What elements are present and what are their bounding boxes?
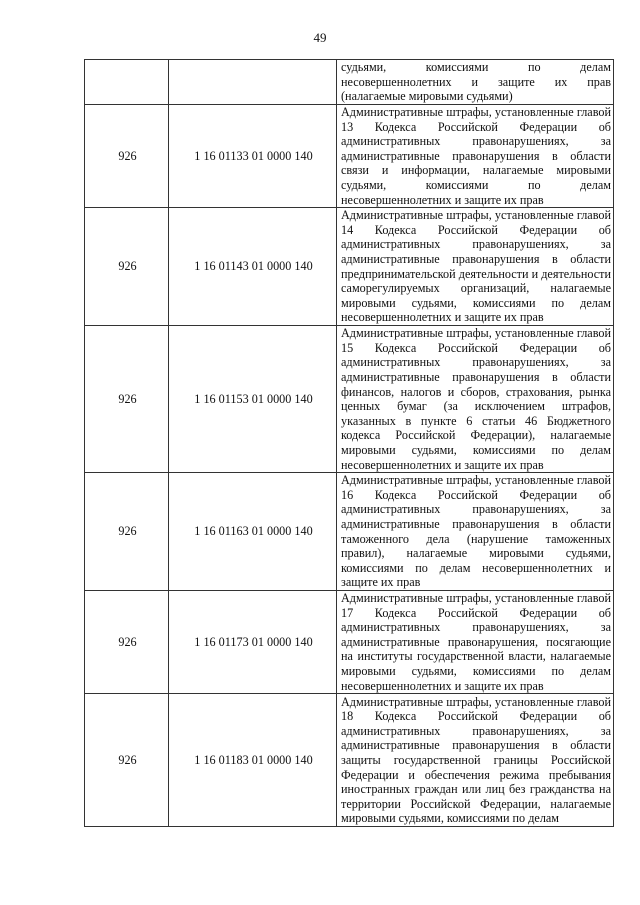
description-cell: Административные штрафы, установленные главой 15 Кодекса Российской Федерации об административных правонарушениях, за административные правонарушения в области финансов, налогов и сборов, страхования, рынка ценных бумаг (за исключением штрафов, указанных в пункте 6 статьи 46 Бюджетного кодекса Российской Федерации), налагаемые мировыми судьями, комиссиями по делам несовершеннолетних и защите их прав [337, 326, 614, 473]
kbk-code-cell: 1 16 01133 01 0000 140 [169, 105, 337, 208]
admin-code-cell [85, 60, 169, 105]
budget-classification-table [84, 59, 614, 827]
description-cell: судьями, комиссиями по делам несовершеннолетних и защите их прав (налагаемые мировыми судьями) [337, 60, 614, 105]
table-row [85, 473, 614, 591]
table-row [85, 326, 614, 473]
admin-code-cell: 926 [85, 326, 169, 473]
kbk-code-cell: 1 16 01153 01 0000 140 [169, 326, 337, 473]
description-cell: Административные штрафы, установленные главой 18 Кодекса Российской Федерации об административных правонарушениях, за административные правонарушения в области защиты государственной границы Российской Федерации и обеспечения режима пребывания иностранных граждан или лиц без гражданства на территории Российской Федерации, налагаемые мировыми судьями, комиссиями по делам [337, 694, 614, 827]
table-row [85, 208, 614, 326]
description-cell: Административные штрафы, установленные главой 17 Кодекса Российской Федерации об административных правонарушениях, за административные правонарушения, посягающие на институты государственной власти, налагаемые мировыми судьями, комиссиями по делам несовершеннолетних и защите их прав [337, 591, 614, 694]
kbk-code-cell: 1 16 01163 01 0000 140 [169, 473, 337, 591]
page-number: 49 [313, 30, 327, 45]
kbk-code-cell: 1 16 01173 01 0000 140 [169, 591, 337, 694]
admin-code-cell: 926 [85, 591, 169, 694]
kbk-code-cell: 1 16 01183 01 0000 140 [169, 694, 337, 827]
admin-code-cell: 926 [85, 694, 169, 827]
admin-code-cell: 926 [85, 473, 169, 591]
table-row [85, 694, 614, 827]
kbk-code-cell [169, 60, 337, 105]
admin-code-cell: 926 [85, 105, 169, 208]
table-row [85, 591, 614, 694]
description-cell: Административные штрафы, установленные главой 13 Кодекса Российской Федерации об административных правонарушениях, за административные правонарушения в области связи и информации, налагаемые мировыми судьями, комиссиями по делам несовершеннолетних и защите их прав [337, 105, 614, 208]
description-cell: Административные штрафы, установленные главой 16 Кодекса Российской Федерации об административных правонарушениях, за административные правонарушения в области таможенного дела (нарушение таможенных правил), налагаемые мировыми судьями, комиссиями по делам несовершеннолетних и защите их прав [337, 473, 614, 591]
table-row [85, 105, 614, 208]
table-row [85, 60, 614, 105]
kbk-code-cell: 1 16 01143 01 0000 140 [169, 208, 337, 326]
admin-code-cell: 926 [85, 208, 169, 326]
description-cell: Административные штрафы, установленные главой 14 Кодекса Российской Федерации об административных правонарушениях, за административные правонарушения в области предпринимательской деятельности и деятельности саморегулируемых организаций, налагаемые мировыми судьями, комиссиями по делам несовершеннолетних и защите их прав [337, 208, 614, 326]
